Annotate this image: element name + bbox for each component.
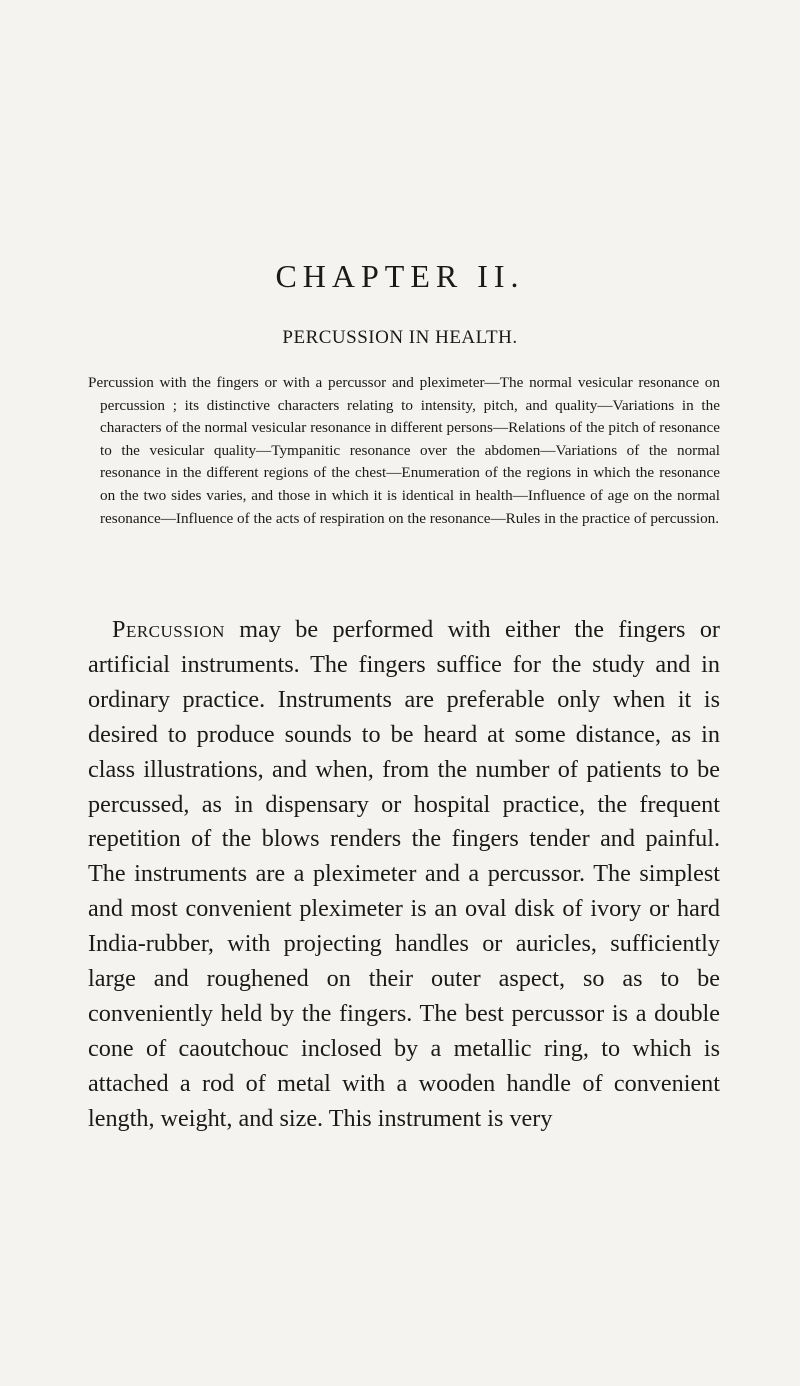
body-paragraph (88, 613, 720, 1137)
chapter-synopsis: Percussion with the fingers or with a percussor and pleximeter—The normal vesicular resonance on percussion ; its distinctive characters relating to intensity, pitch, and quality—Variations in the characters of the normal vesicular resonance in different persons—Relations of the pitch of resonance to the vesicular quality—Tympanitic resonance over the abdomen—Variations of the normal resonance in the different regions of the chest—Enumeration of the regions in which the resonance on the two sides varies, and those in which it is identical in health—Influence of age on the normal resonance—Influence of the acts of respiration on the resonance—Rules in the practice of percussion. (88, 374, 720, 527)
lead-word: Percussion (112, 616, 225, 643)
chapter-subtitle: PERCUSSION IN HEALTH. (282, 327, 518, 348)
body-paragraph-text: may be performed with either the fingers or artificial instruments. The fingers suffice for the study and in ordinary practice. Instruments are preferable only when it is desired to produce sounds to be heard at some distance, as in class illustrations, and when, from the number of patients to be percussed, as in dispensary or hospital practice, the frequent repetition of the blows renders the fingers tender and painful. The instruments are a pleximeter and a percussor. The simplest and most convenient pleximeter is an oval disk of ivory or hard India-rubber, with projecting handles or auricles, sufficiently large and roughened on their outer aspect, so as to be conveniently held by the fingers. The best percussor is a double cone of caoutchouc inclosed by a metallic ring, to which is attached a rod of metal with a wooden handle of convenient length, weight, and size. This instrument is very (88, 616, 720, 1132)
chapter-title: CHAPTER II. (275, 258, 525, 294)
